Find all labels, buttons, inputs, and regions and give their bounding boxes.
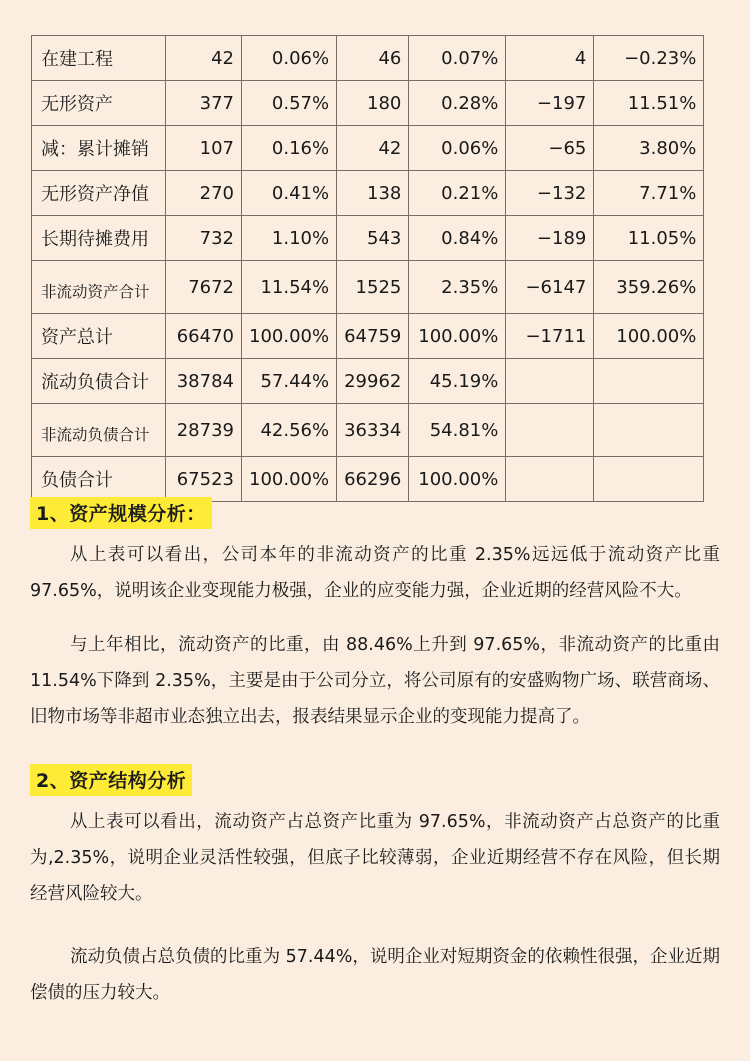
change-value: −6147	[506, 261, 594, 314]
row-label: 负债合计	[32, 457, 166, 502]
current-year-value: 67523	[166, 457, 242, 502]
current-year-percent: 0.16%	[242, 126, 337, 171]
current-year-value: 42	[166, 36, 242, 81]
prior-year-value: 1525	[337, 261, 409, 314]
change-percent	[594, 404, 704, 457]
prior-year-percent: 0.06%	[409, 126, 506, 171]
prior-year-percent: 0.07%	[409, 36, 506, 81]
current-year-value: 28739	[166, 404, 242, 457]
table-row	[32, 36, 704, 81]
change-percent: 100.00%	[594, 314, 704, 359]
current-year-percent: 1.10%	[242, 216, 337, 261]
change-value	[506, 404, 594, 457]
change-value	[506, 359, 594, 404]
current-year-percent: 100.00%	[242, 314, 337, 359]
prior-year-percent: 100.00%	[409, 314, 506, 359]
change-percent: 7.71%	[594, 171, 704, 216]
current-year-value: 107	[166, 126, 242, 171]
balance-sheet-table	[31, 35, 704, 502]
row-label: 无形资产净值	[32, 171, 166, 216]
row-label: 非流动负债合计	[32, 404, 166, 457]
prior-year-percent: 0.28%	[409, 81, 506, 126]
prior-year-value: 29962	[337, 359, 409, 404]
prior-year-value: 138	[337, 171, 409, 216]
current-year-percent: 0.57%	[242, 81, 337, 126]
row-label: 长期待摊费用	[32, 216, 166, 261]
current-year-value: 38784	[166, 359, 242, 404]
current-year-value: 66470	[166, 314, 242, 359]
table-row	[32, 314, 704, 359]
prior-year-value: 180	[337, 81, 409, 126]
change-value: −132	[506, 171, 594, 216]
change-value: −189	[506, 216, 594, 261]
table-row	[32, 126, 704, 171]
row-label: 资产总计	[32, 314, 166, 359]
change-percent: 11.05%	[594, 216, 704, 261]
row-label: 非流动资产合计	[32, 261, 166, 314]
current-year-percent: 0.06%	[242, 36, 337, 81]
prior-year-value: 46	[337, 36, 409, 81]
change-percent	[594, 457, 704, 502]
row-label: 流动负债合计	[32, 359, 166, 404]
table-row	[32, 261, 704, 314]
prior-year-value: 36334	[337, 404, 409, 457]
table-row	[32, 171, 704, 216]
current-year-percent: 11.54%	[242, 261, 337, 314]
section-heading-asset-structure: 2、资产结构分析	[30, 764, 192, 796]
prior-year-percent: 54.81%	[409, 404, 506, 457]
table-body	[32, 36, 704, 502]
section-heading-asset-scale: 1、资产规模分析：	[30, 497, 212, 529]
change-value: 4	[506, 36, 594, 81]
change-percent: 11.51%	[594, 81, 704, 126]
change-percent: 3.80%	[594, 126, 704, 171]
paragraph-asset-structure-2: 流动负债占总负债的比重为 57.44%，说明企业对短期资金的依赖性很强，企业近期偿债的压力较大。	[30, 947, 720, 1003]
paragraph-asset-scale-1: 从上表可以看出，公司本年的非流动资产的比重 2.35%远远低于流动资产比重 97.65%，说明该企业变现能力极强，企业的应变能力强，企业近期的经营风险不大。	[30, 545, 720, 601]
prior-year-value: 543	[337, 216, 409, 261]
prior-year-percent: 0.84%	[409, 216, 506, 261]
table-row	[32, 216, 704, 261]
row-label: 在建工程	[32, 36, 166, 81]
prior-year-percent: 100.00%	[409, 457, 506, 502]
current-year-value: 377	[166, 81, 242, 126]
prior-year-percent: 2.35%	[409, 261, 506, 314]
table-row	[32, 81, 704, 126]
current-year-value: 7672	[166, 261, 242, 314]
change-value: −1711	[506, 314, 594, 359]
paragraph-asset-structure-1: 从上表可以看出，流动资产占总资产比重为 97.65%，非流动资产占总资产的比重为,2.35%，说明企业灵活性较强，但底子比较薄弱，企业近期经营不存在风险，但长期经营风险较大。	[30, 812, 720, 904]
change-value: −65	[506, 126, 594, 171]
table-row	[32, 457, 704, 502]
change-percent	[594, 359, 704, 404]
change-value	[506, 457, 594, 502]
prior-year-value: 64759	[337, 314, 409, 359]
prior-year-value: 42	[337, 126, 409, 171]
current-year-percent: 100.00%	[242, 457, 337, 502]
prior-year-percent: 0.21%	[409, 171, 506, 216]
current-year-percent: 42.56%	[242, 404, 337, 457]
table-row	[32, 359, 704, 404]
change-value: −197	[506, 81, 594, 126]
row-label: 无形资产	[32, 81, 166, 126]
change-percent: 359.26%	[594, 261, 704, 314]
current-year-percent: 57.44%	[242, 359, 337, 404]
current-year-percent: 0.41%	[242, 171, 337, 216]
prior-year-value: 66296	[337, 457, 409, 502]
table-row	[32, 404, 704, 457]
prior-year-percent: 45.19%	[409, 359, 506, 404]
current-year-value: 270	[166, 171, 242, 216]
current-year-value: 732	[166, 216, 242, 261]
paragraph-asset-scale-2: 与上年相比，流动资产的比重，由 88.46%上升到 97.65%，非流动资产的比重由 11.54%下降到 2.35%，主要是由于公司分立，将公司原有的安盛购物广场、联营商场、旧物市场等非超市业态独立出去，报表结果显示企业的变现能力提高了。	[30, 635, 720, 727]
row-label: 减：累计摊销	[32, 126, 166, 171]
change-percent: −0.23%	[594, 36, 704, 81]
